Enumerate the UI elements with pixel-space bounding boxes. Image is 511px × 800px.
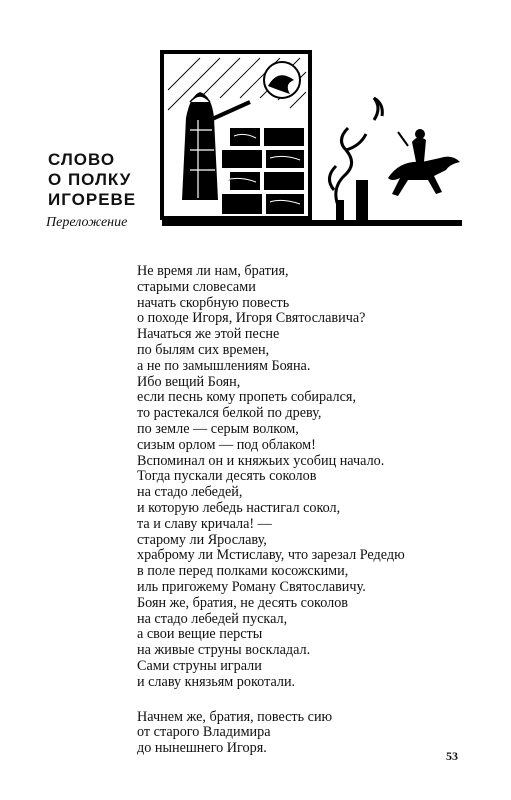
poem-stanza — [137, 264, 477, 691]
poem-line: Боян же, братия, не десять соколов — [137, 594, 348, 611]
poem-line: в поле перед полками косожскими, — [137, 563, 349, 580]
poem-line: сизым орлом — под облаком! — [137, 436, 316, 453]
poem-line: Ибо вещий Боян, — [137, 373, 241, 390]
poem-line: до нынешнего Игоря. — [137, 740, 267, 757]
poem-line: на стадо лебедей пускал, — [137, 610, 288, 627]
poem-line: начать скорбную повесть — [137, 294, 290, 311]
poem-line: а не по замышлениям Бояна. — [137, 357, 311, 374]
poem-stanza — [137, 710, 477, 757]
poem-line: от старого Владимира — [137, 724, 271, 741]
poem-line: на живые струны воскладал. — [137, 642, 311, 659]
poem-line: а свои вещие персты — [137, 626, 263, 643]
poem-text — [137, 264, 477, 776]
poem-line: Вспоминал он и княжьих усобиц начало. — [137, 452, 385, 469]
poem-line: Начнем же, братия, повесть сию — [137, 708, 333, 725]
woodcut-illustration-icon — [160, 50, 465, 235]
poem-line: если песнь кому пропеть собирался, — [137, 389, 356, 406]
poem-line: Не время ли нам, братия, — [137, 263, 289, 279]
poem-line: и славу князьям рокотали. — [137, 673, 296, 690]
poem-line: по земле — серым волком, — [137, 420, 299, 437]
subtitle: Переложение — [46, 215, 128, 230]
poem-line: храброму ли Мстиславу, что зарезал Редедю — [137, 547, 405, 564]
poem-line: старому ли Ярославу, — [137, 531, 267, 548]
poem-line: по былям сих времен, — [137, 341, 270, 358]
title-block — [48, 150, 158, 210]
title-line-2: О ПОЛКУ — [48, 170, 132, 189]
poem-line: Начаться же этой песне — [137, 326, 280, 343]
poem-line: та и славу кричала! — — [137, 515, 272, 532]
poem-line: и которую лебедь настигал сокол, — [137, 499, 341, 516]
poem-line: Сами струны играли — [137, 657, 262, 674]
title-line-3: ИГОРЕВЕ — [48, 190, 137, 209]
poem-line: то растекался белкой по древу, — [137, 405, 322, 422]
poem-line: на стадо лебедей, — [137, 484, 243, 501]
poem-line: иль пригожему Роману Святославичу. — [137, 578, 366, 595]
poem-line: о походе Игоря, Игоря Святославича? — [137, 310, 366, 327]
poem-line: старыми словесами — [137, 278, 256, 295]
poem-line: Тогда пускали десять соколов — [137, 468, 317, 485]
page-number: 53 — [446, 749, 458, 763]
title-line-1: СЛОВО — [48, 150, 116, 169]
